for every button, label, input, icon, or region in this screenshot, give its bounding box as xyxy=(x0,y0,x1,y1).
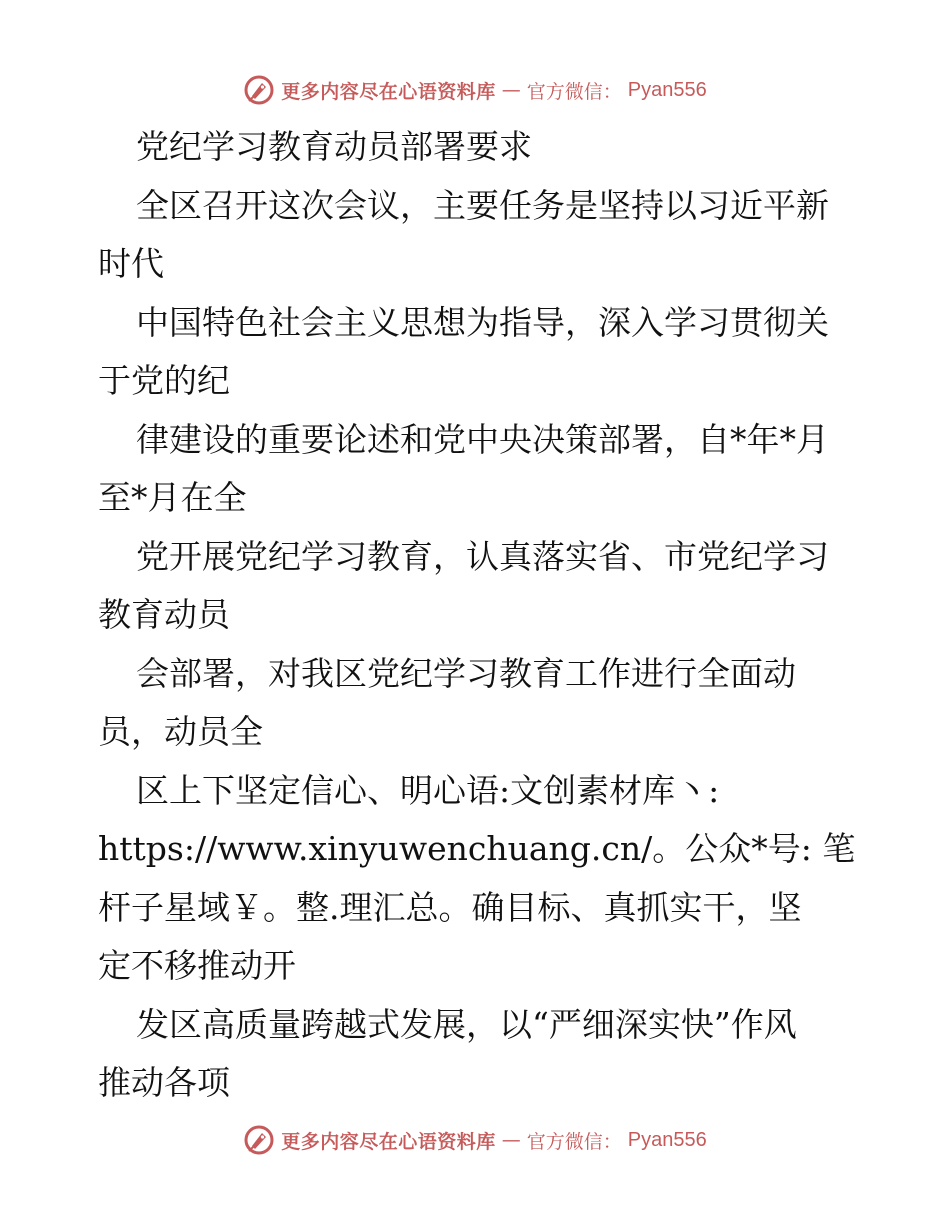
pen-nib-circle-icon xyxy=(243,1124,275,1156)
paragraph-line: 会部署，对我区党纪学习教育工作进行全面动 xyxy=(136,653,796,693)
footer-wechat-id: Pyan556 xyxy=(627,1128,707,1151)
footer-banner-separator: — xyxy=(501,1129,521,1151)
header-banner-text: 更多内容尽在心语资料库 xyxy=(281,80,496,103)
paragraph-line: 至*月在全 xyxy=(98,478,247,517)
paragraph-line: 教育动员 xyxy=(98,595,230,634)
document-title: 党纪学习教育动员部署要求 xyxy=(136,127,532,166)
document-body xyxy=(98,118,858,1113)
header-wechat-label: 官方微信： xyxy=(526,80,622,103)
paragraph-line: 员，动员全 xyxy=(98,712,263,751)
paragraph-line: 于党的纪 xyxy=(98,361,230,400)
paragraph-line: 发区高质量跨越式发展，以“严细深实快”作风 xyxy=(136,1004,797,1044)
paragraph-line-url: https://www.xinyuwenchuang.cn/。公众*号: 笔 xyxy=(98,829,856,868)
footer-wechat-label: 官方微信： xyxy=(526,1130,622,1153)
paragraph-line: 律建设的重要论述和党中央决策部署，自*年*月 xyxy=(136,419,829,459)
paragraph-line: 定不移推动开 xyxy=(98,946,296,985)
paragraph-line: 区上下坚定信心、明心语:文创素材库丶: xyxy=(136,770,720,810)
header-banner-separator: — xyxy=(501,79,521,101)
paragraph-line: 党开展党纪学习教育，认真落实省、市党纪学习 xyxy=(136,536,829,576)
paragraph-line: 全区召开这次会议，主要任务是坚持以习近平新 xyxy=(136,185,829,225)
pen-nib-circle-icon xyxy=(243,74,275,106)
paragraph-line: 推动各项 xyxy=(98,1063,230,1102)
paragraph-line: 杆子星域￥。整.理汇总。确目标、真抓实干，坚 xyxy=(98,887,802,927)
paragraph-line: 时代 xyxy=(98,244,164,283)
footer-watermark-banner xyxy=(0,1120,950,1160)
header-wechat-id: Pyan556 xyxy=(627,78,707,101)
header-watermark-banner xyxy=(0,70,950,110)
footer-banner-text: 更多内容尽在心语资料库 xyxy=(281,1130,496,1153)
paragraph-line: 中国特色社会主义思想为指导，深入学习贯彻关 xyxy=(136,302,829,342)
